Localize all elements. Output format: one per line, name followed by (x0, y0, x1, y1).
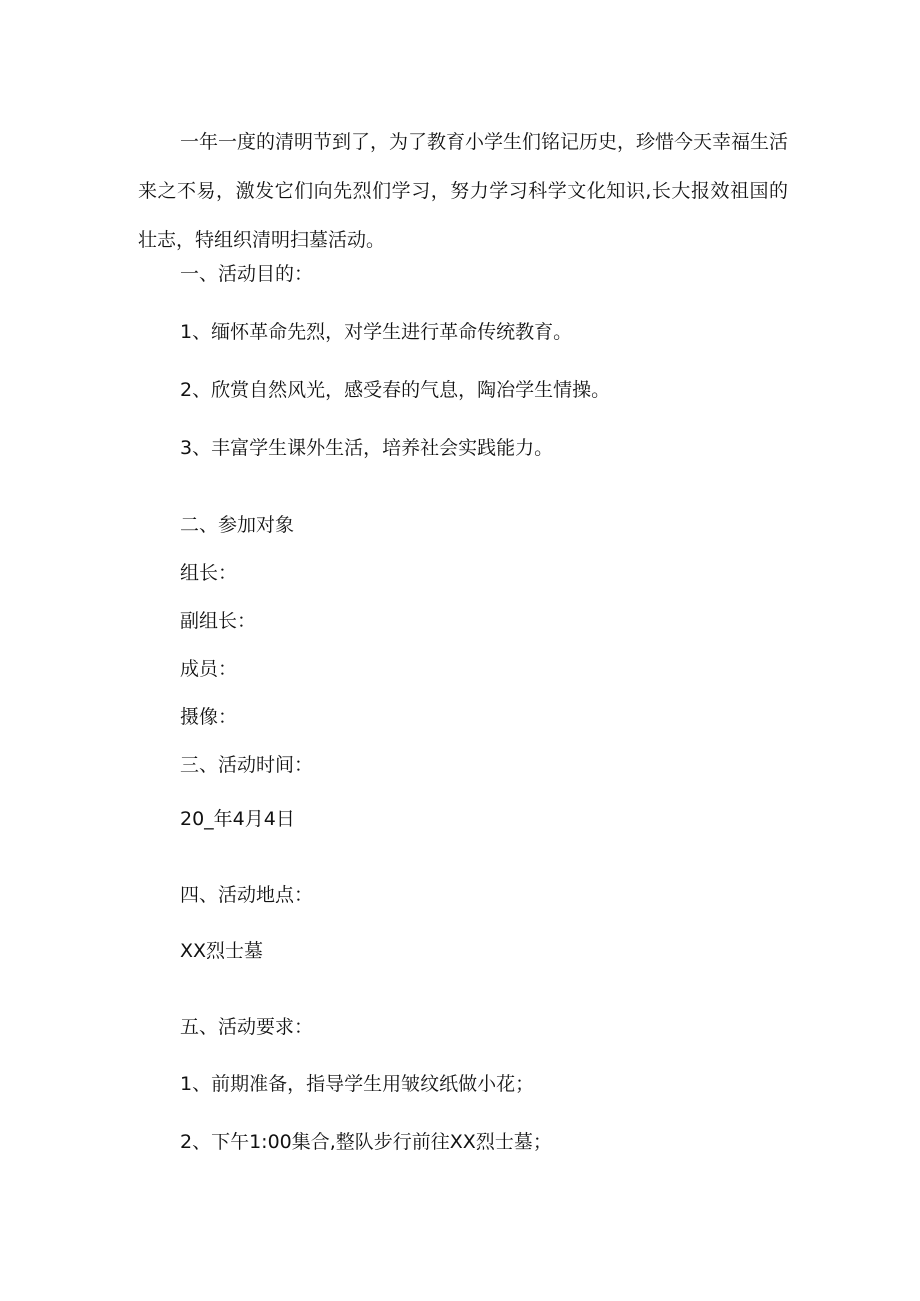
intro-paragraph: 一年一度的清明节到了，为了教育小学生们铭记历史，珍惜今天幸福生活来之不易，激发它们向先烈们学习，努力学习科学文化知识,长大报效祖国的壮志，特组织清明扫墓活动。 (138, 131, 789, 251)
requirement-item-1: 1、前期准备，指导学生用皱纹纸做小花； (180, 1073, 535, 1095)
heading-activity-requirements: 五、活动要求： (180, 1016, 314, 1038)
activity-location: XX烈士墓 (180, 940, 264, 962)
participant-camera: 摄像： (180, 706, 238, 728)
heading-activity-location: 四、活动地点： (180, 884, 314, 906)
purpose-item-1: 1、缅怀革命先烈，对学生进行革命传统教育。 (180, 321, 573, 343)
requirement-item-2: 2、下午1:00集合,整队步行前往XX烈士墓； (180, 1131, 552, 1153)
participant-leader: 组长： (180, 562, 238, 584)
participant-members: 成员： (180, 658, 238, 680)
heading-activity-time: 三、活动时间： (180, 754, 314, 776)
heading-participants: 二、参加对象 (180, 514, 295, 536)
heading-activity-purpose: 一、活动目的： (180, 263, 314, 285)
purpose-item-2: 2、欣赏自然风光，感受春的气息，陶冶学生情操。 (180, 379, 611, 401)
activity-date: 20_年4月4日 (180, 808, 295, 830)
purpose-item-3: 3、丰富学生课外生活，培养社会实践能力。 (180, 437, 554, 459)
participant-deputy-leader: 副组长： (180, 610, 257, 632)
